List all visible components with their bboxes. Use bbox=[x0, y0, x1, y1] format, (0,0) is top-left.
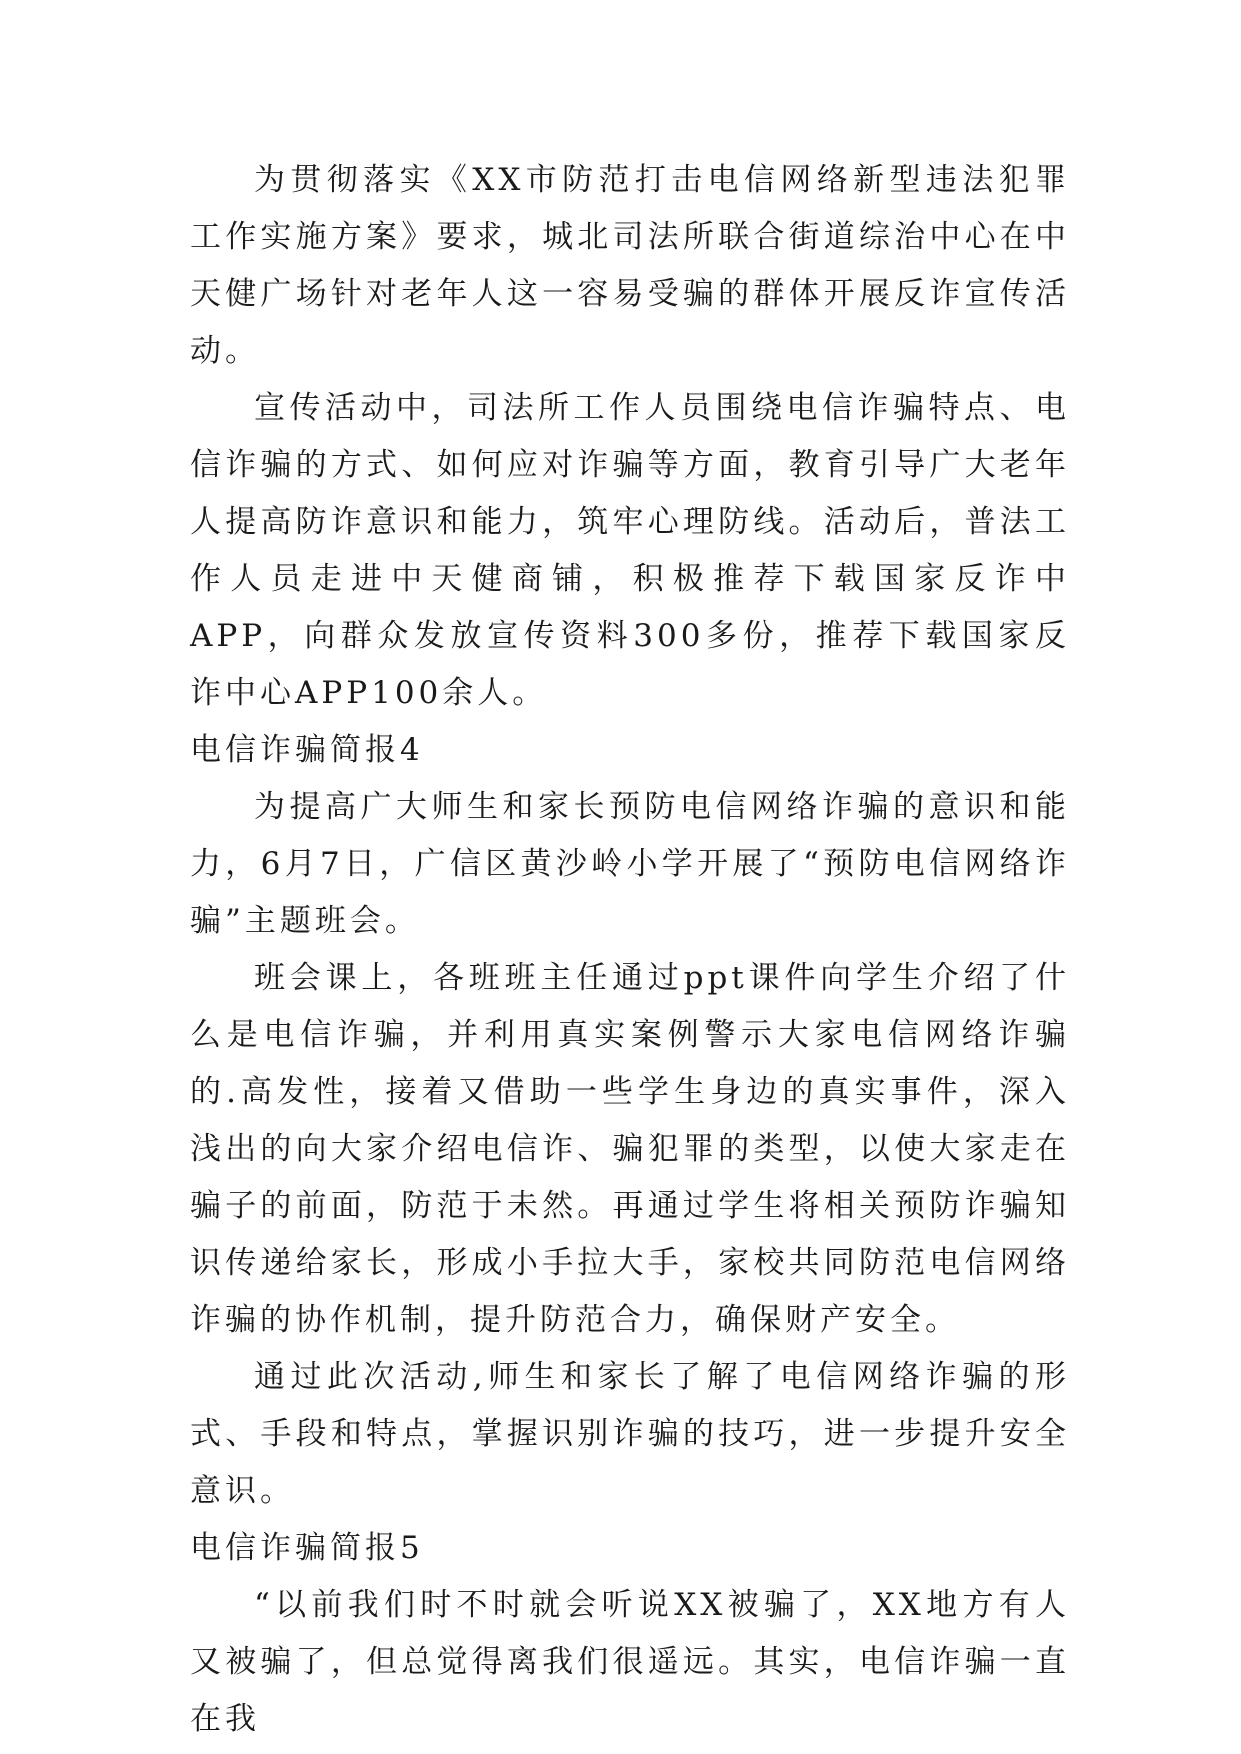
section-heading: 电信诈骗简报4 bbox=[190, 732, 424, 768]
paragraph: “以前我们时不时就会听说XX被骗了，XX地方有人又被骗了，但总觉得离我们很遥远。其实，电信诈骗一直在我 bbox=[190, 1587, 1070, 1737]
paragraph: 班会课上，各班班主任通过ppt课件向学生介绍了什么是电信诈骗，并利用真实案例警示大家电信网络诈骗的.高发性，接着又借助一些学生身边的真实事件，深入浅出的向大家介绍电信诈、骗犯罪的类型，以使大家走在骗子的前面，防范于未然。再通过学生将相关预防诈骗知识传递给家长，形成小手拉大手，家校共同防范电信网络诈骗的协作机制，提升防范合力，确保财产安全。 bbox=[190, 960, 1070, 1338]
paragraph: 为提高广大师生和家长预防电信网络诈骗的意识和能力，6月7日，广信区黄沙岭小学开展了“预防电信网络诈骗”主题班会。 bbox=[190, 789, 1070, 939]
document-body bbox=[190, 152, 1070, 1748]
paragraph: 宣传活动中，司法所工作人员围绕电信诈骗特点、电信诈骗的方式、如何应对诈骗等方面，教育引导广大老年人提高防诈意识和能力，筑牢心理防线。活动后，普法工作人员走进中天健商铺，积极推荐下载国家反诈中APP，向群众发放宣传资料300多份，推荐下载国家反诈中心APP100余人。 bbox=[190, 390, 1070, 711]
paragraph: 为贯彻落实《XX市防范打击电信网络新型违法犯罪工作实施方案》要求，城北司法所联合街道综治中心在中天健广场针对老年人这一容易受骗的群体开展反诈宣传活动。 bbox=[190, 162, 1070, 369]
section-heading: 电信诈骗简报5 bbox=[190, 1530, 424, 1566]
paragraph: 通过此次活动,师生和家长了解了电信网络诈骗的形式、手段和特点，掌握识别诈骗的技巧，进一步提升安全意识。 bbox=[190, 1359, 1070, 1509]
